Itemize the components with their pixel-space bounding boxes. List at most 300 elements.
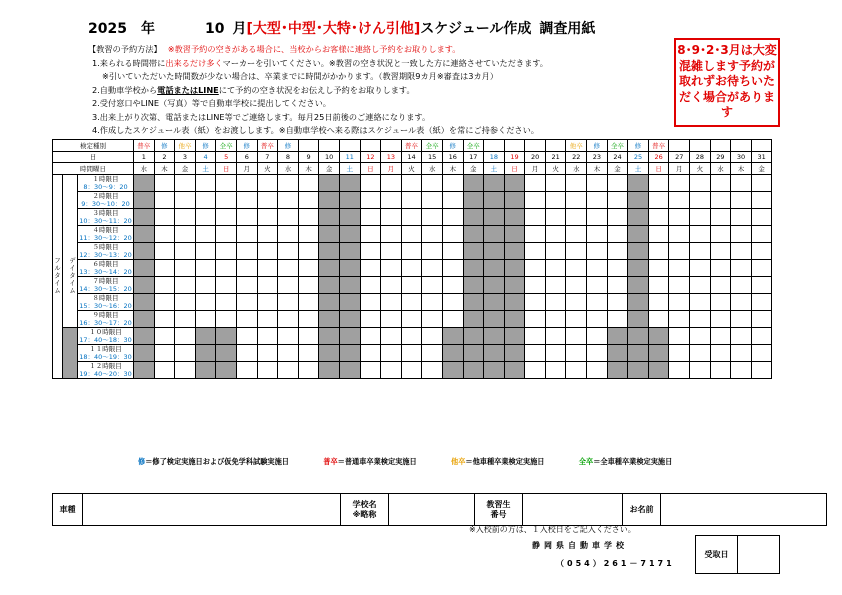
schedule-cell[interactable] [710, 242, 731, 259]
schedule-cell[interactable] [731, 361, 752, 378]
schedule-cell[interactable] [381, 361, 402, 378]
schedule-cell[interactable] [648, 259, 669, 276]
schedule-cell[interactable] [401, 242, 422, 259]
schedule-cell[interactable] [731, 259, 752, 276]
schedule-cell[interactable] [278, 361, 299, 378]
schedule-cell[interactable] [751, 242, 772, 259]
schedule-cell[interactable] [154, 225, 175, 242]
schedule-cell [607, 327, 628, 344]
schedule-cell[interactable] [690, 344, 711, 361]
schedule-cell[interactable] [154, 293, 175, 310]
schedule-cell[interactable] [525, 293, 546, 310]
schedule-cell[interactable] [195, 293, 216, 310]
schedule-cell[interactable] [690, 191, 711, 208]
schedule-cell[interactable] [751, 259, 772, 276]
schedule-cell[interactable] [360, 259, 381, 276]
schedule-cell[interactable] [607, 225, 628, 242]
schedule-cell[interactable] [545, 191, 566, 208]
schedule-cell[interactable] [690, 174, 711, 191]
schedule-cell[interactable] [710, 361, 731, 378]
schedule-cell[interactable] [566, 276, 587, 293]
schedule-cell [319, 191, 340, 208]
schedule-cell[interactable] [751, 310, 772, 327]
schedule-cell[interactable] [216, 310, 237, 327]
schedule-cell[interactable] [669, 191, 690, 208]
schedule-cell[interactable] [731, 174, 752, 191]
schedule-cell[interactable] [175, 361, 196, 378]
schedule-cell[interactable] [401, 327, 422, 344]
schedule-cell[interactable] [257, 310, 278, 327]
schedule-cell[interactable] [278, 174, 299, 191]
schedule-cell[interactable] [381, 208, 402, 225]
schedule-cell[interactable] [690, 293, 711, 310]
schedule-cell [504, 225, 525, 242]
student-number-field[interactable] [523, 494, 623, 526]
schedule-cell[interactable] [442, 293, 463, 310]
schedule-cell[interactable] [587, 344, 608, 361]
schedule-cell[interactable] [690, 310, 711, 327]
schedule-cell[interactable] [525, 208, 546, 225]
schedule-cell[interactable] [422, 174, 443, 191]
schedule-cell[interactable] [751, 276, 772, 293]
schedule-cell[interactable] [545, 208, 566, 225]
schedule-cell[interactable] [154, 310, 175, 327]
schedule-cell[interactable] [298, 174, 319, 191]
schedule-cell[interactable] [195, 242, 216, 259]
schedule-cell[interactable] [154, 344, 175, 361]
schedule-cell[interactable] [216, 293, 237, 310]
schedule-cell[interactable] [422, 310, 443, 327]
schedule-cell[interactable] [278, 191, 299, 208]
schedule-cell[interactable] [566, 293, 587, 310]
schedule-cell[interactable] [587, 310, 608, 327]
schedule-cell[interactable] [690, 225, 711, 242]
schedule-cell[interactable] [257, 276, 278, 293]
schedule-cell[interactable] [236, 344, 257, 361]
schedule-cell [628, 310, 649, 327]
schedule-cell[interactable] [607, 293, 628, 310]
schedule-cell[interactable] [154, 208, 175, 225]
schedule-cell [463, 276, 484, 293]
schedule-cell[interactable] [525, 344, 546, 361]
schedule-cell[interactable] [175, 174, 196, 191]
schedule-cell[interactable] [236, 242, 257, 259]
schedule-cell[interactable] [257, 191, 278, 208]
schedule-cell[interactable] [587, 276, 608, 293]
name-field[interactable] [661, 494, 827, 526]
schedule-cell[interactable] [566, 242, 587, 259]
school-field[interactable] [389, 494, 475, 526]
schedule-cell[interactable] [525, 276, 546, 293]
schedule-cell[interactable] [381, 225, 402, 242]
schedule-cell[interactable] [545, 276, 566, 293]
schedule-cell[interactable] [545, 310, 566, 327]
schedule-cell[interactable] [154, 242, 175, 259]
schedule-cell[interactable] [751, 208, 772, 225]
received-date-field[interactable] [738, 536, 780, 574]
schedule-cell[interactable] [236, 310, 257, 327]
schedule-cell[interactable] [648, 208, 669, 225]
schedule-cell[interactable] [607, 259, 628, 276]
schedule-cell[interactable] [278, 208, 299, 225]
schedule-cell[interactable] [381, 344, 402, 361]
schedule-cell[interactable] [236, 293, 257, 310]
schedule-cell[interactable] [278, 310, 299, 327]
schedule-cell[interactable] [195, 225, 216, 242]
schedule-cell [195, 327, 216, 344]
schedule-cell[interactable] [195, 276, 216, 293]
schedule-cell[interactable] [545, 293, 566, 310]
schedule-cell[interactable] [587, 225, 608, 242]
schedule-cell[interactable] [216, 225, 237, 242]
schedule-cell[interactable] [154, 276, 175, 293]
schedule-cell[interactable] [751, 225, 772, 242]
schedule-cell[interactable] [360, 225, 381, 242]
schedule-cell[interactable] [257, 327, 278, 344]
schedule-cell[interactable] [175, 242, 196, 259]
student-number-label: 教習生 番号 [475, 494, 523, 526]
schedule-cell[interactable] [566, 208, 587, 225]
schedule-cell[interactable] [360, 174, 381, 191]
schedule-cell[interactable] [710, 276, 731, 293]
schedule-cell[interactable] [278, 225, 299, 242]
schedule-cell[interactable] [731, 344, 752, 361]
schedule-cell[interactable] [442, 174, 463, 191]
schedule-cell[interactable] [401, 276, 422, 293]
schedule-cell[interactable] [401, 344, 422, 361]
schedule-cell[interactable] [731, 191, 752, 208]
schedule-cell[interactable] [381, 174, 402, 191]
schedule-cell[interactable] [154, 327, 175, 344]
schedule-cell[interactable] [216, 259, 237, 276]
schedule-cell[interactable] [710, 225, 731, 242]
exam-type-cell: 普卒 [134, 140, 155, 152]
schedule-cell[interactable] [669, 327, 690, 344]
schedule-cell[interactable] [360, 327, 381, 344]
schedule-cell[interactable] [360, 242, 381, 259]
schedule-cell[interactable] [731, 225, 752, 242]
schedule-cell[interactable] [381, 191, 402, 208]
schedule-cell[interactable] [278, 327, 299, 344]
schedule-cell[interactable] [175, 276, 196, 293]
schedule-cell[interactable] [710, 191, 731, 208]
period-label: ７時限目 14：30～15：20 [79, 276, 132, 293]
schedule-cell[interactable] [669, 310, 690, 327]
schedule-cell[interactable] [360, 293, 381, 310]
schedule-cell[interactable] [587, 259, 608, 276]
schedule-cell[interactable] [525, 191, 546, 208]
schedule-cell[interactable] [236, 208, 257, 225]
schedule-cell[interactable] [422, 344, 443, 361]
schedule-cell[interactable] [195, 208, 216, 225]
schedule-cell[interactable] [236, 174, 257, 191]
schedule-cell[interactable] [545, 174, 566, 191]
schedule-cell[interactable] [648, 276, 669, 293]
schedule-cell[interactable] [216, 191, 237, 208]
schedule-cell[interactable] [422, 191, 443, 208]
schedule-cell[interactable] [648, 225, 669, 242]
schedule-cell[interactable] [669, 344, 690, 361]
schedule-cell[interactable] [422, 327, 443, 344]
schedule-cell[interactable] [566, 361, 587, 378]
schedule-cell[interactable] [298, 344, 319, 361]
schedule-cell[interactable] [710, 310, 731, 327]
schedule-cell[interactable] [566, 344, 587, 361]
schedule-cell[interactable] [278, 259, 299, 276]
schedule-cell[interactable] [566, 327, 587, 344]
schedule-cell[interactable] [298, 327, 319, 344]
schedule-cell[interactable] [690, 361, 711, 378]
schedule-cell[interactable] [525, 225, 546, 242]
schedule-cell[interactable] [566, 259, 587, 276]
schedule-cell[interactable] [298, 361, 319, 378]
schedule-cell[interactable] [236, 276, 257, 293]
schedule-cell[interactable] [751, 174, 772, 191]
schedule-cell[interactable] [648, 293, 669, 310]
schedule-cell[interactable] [422, 208, 443, 225]
schedule-cell[interactable] [236, 327, 257, 344]
schedule-cell[interactable] [175, 310, 196, 327]
schedule-cell[interactable] [401, 259, 422, 276]
schedule-cell[interactable] [236, 225, 257, 242]
schedule-cell[interactable] [401, 361, 422, 378]
schedule-cell[interactable] [298, 225, 319, 242]
schedule-cell[interactable] [154, 361, 175, 378]
schedule-cell[interactable] [298, 208, 319, 225]
schedule-cell[interactable] [175, 191, 196, 208]
schedule-cell[interactable] [175, 344, 196, 361]
schedule-cell[interactable] [175, 208, 196, 225]
schedule-cell[interactable] [360, 310, 381, 327]
schedule-cell[interactable] [731, 208, 752, 225]
schedule-cell[interactable] [401, 174, 422, 191]
schedule-cell[interactable] [587, 242, 608, 259]
schedule-cell[interactable] [298, 276, 319, 293]
schedule-cell[interactable] [422, 242, 443, 259]
schedule-cell[interactable] [442, 259, 463, 276]
schedule-cell[interactable] [154, 259, 175, 276]
schedule-cell[interactable] [587, 361, 608, 378]
schedule-cell[interactable] [587, 191, 608, 208]
schedule-cell[interactable] [669, 361, 690, 378]
schedule-cell[interactable] [360, 276, 381, 293]
schedule-cell[interactable] [607, 276, 628, 293]
schedule-cell[interactable] [669, 174, 690, 191]
schedule-cell [216, 327, 237, 344]
schedule-cell[interactable] [525, 327, 546, 344]
schedule-cell[interactable] [154, 174, 175, 191]
schedule-cell[interactable] [257, 259, 278, 276]
schedule-cell[interactable] [257, 225, 278, 242]
received-date-box [695, 535, 780, 574]
schedule-cell[interactable] [381, 259, 402, 276]
schedule-cell[interactable] [731, 310, 752, 327]
schedule-cell[interactable] [525, 242, 546, 259]
schedule-cell[interactable] [257, 344, 278, 361]
schedule-cell[interactable] [195, 310, 216, 327]
schedule-cell[interactable] [278, 293, 299, 310]
schedule-cell[interactable] [257, 208, 278, 225]
schedule-cell [216, 361, 237, 378]
schedule-cell[interactable] [566, 191, 587, 208]
schedule-cell[interactable] [216, 174, 237, 191]
schedule-cell[interactable] [607, 191, 628, 208]
schedule-cell[interactable] [710, 174, 731, 191]
schedule-cell[interactable] [422, 259, 443, 276]
schedule-cell[interactable] [669, 208, 690, 225]
schedule-cell[interactable] [525, 361, 546, 378]
schedule-cell[interactable] [751, 344, 772, 361]
schedule-cell[interactable] [360, 361, 381, 378]
schedule-cell[interactable] [545, 259, 566, 276]
schedule-cell[interactable] [566, 310, 587, 327]
schedule-cell[interactable] [751, 293, 772, 310]
schedule-cell [463, 344, 484, 361]
schedule-cell[interactable] [607, 208, 628, 225]
schedule-cell[interactable] [216, 242, 237, 259]
schedule-cell[interactable] [360, 344, 381, 361]
schedule-cell[interactable] [401, 293, 422, 310]
schedule-cell[interactable] [587, 174, 608, 191]
schedule-cell[interactable] [545, 225, 566, 242]
schedule-cell[interactable] [545, 344, 566, 361]
schedule-cell[interactable] [751, 191, 772, 208]
schedule-cell[interactable] [648, 242, 669, 259]
exam-type-cell [339, 140, 360, 152]
schedule-cell[interactable] [401, 208, 422, 225]
schedule-cell[interactable] [669, 259, 690, 276]
schedule-cell[interactable] [648, 310, 669, 327]
schedule-cell[interactable] [298, 259, 319, 276]
schedule-cell[interactable] [710, 208, 731, 225]
schedule-cell[interactable] [401, 191, 422, 208]
schedule-cell[interactable] [236, 259, 257, 276]
schedule-cell[interactable] [669, 293, 690, 310]
schedule-cell[interactable] [298, 293, 319, 310]
day-cell: 7 [257, 151, 278, 163]
schedule-cell[interactable] [669, 276, 690, 293]
schedule-cell[interactable] [442, 225, 463, 242]
schedule-cell[interactable] [607, 310, 628, 327]
schedule-cell[interactable] [566, 225, 587, 242]
schedule-cell[interactable] [731, 293, 752, 310]
schedule-cell[interactable] [731, 276, 752, 293]
schedule-cell[interactable] [545, 327, 566, 344]
schedule-cell[interactable] [175, 327, 196, 344]
schedule-cell[interactable] [607, 242, 628, 259]
weekday-cell: 火 [690, 163, 711, 175]
schedule-cell[interactable] [154, 191, 175, 208]
schedule-cell[interactable] [587, 327, 608, 344]
schedule-cell[interactable] [381, 276, 402, 293]
schedule-cell[interactable] [587, 208, 608, 225]
schedule-cell[interactable] [731, 242, 752, 259]
schedule-cell[interactable] [360, 208, 381, 225]
schedule-cell[interactable] [422, 276, 443, 293]
schedule-cell [607, 361, 628, 378]
schedule-cell[interactable] [257, 361, 278, 378]
schedule-cell[interactable] [216, 276, 237, 293]
schedule-cell [339, 310, 360, 327]
schedule-cell[interactable] [257, 293, 278, 310]
schedule-cell[interactable] [525, 174, 546, 191]
schedule-cell[interactable] [175, 225, 196, 242]
schedule-cell [339, 293, 360, 310]
schedule-cell[interactable] [278, 276, 299, 293]
schedule-cell[interactable] [648, 191, 669, 208]
reservation-instructions: 【教習の予約方法】 ※教習予約の空きがある場合に、当校からお客様に連絡し予約をお取りします。 1.来られる時間帯に出来るだけ多くマーカーを引いてください。※教習の空き状況と一致した方に連絡させていただきます。 ※引いていただいた時間数が少ない場合は、卒業までに時間がかかります。（教習期限9カ月※審査は3カ月） 2.自動車学校から電話またはLINEにて予約の空き状況をお伝えし予約をお取りします。 2.受付窓口やLINE（写真）等で自動車学校に提出してください。 3.出来上がり次第、電話またはLINE等でご連絡します。毎月25日前後のご連絡になります。 4.作成したスケジュール表（紙）をお渡しします。※自動車学校へ来る際はスケジュール表（紙）を常にご持参ください。 [88, 44, 548, 135]
schedule-cell[interactable] [236, 191, 257, 208]
schedule-cell[interactable] [175, 259, 196, 276]
schedule-cell[interactable] [607, 174, 628, 191]
schedule-cell[interactable] [525, 259, 546, 276]
schedule-cell[interactable] [545, 242, 566, 259]
schedule-cell[interactable] [587, 293, 608, 310]
schedule-cell[interactable] [401, 225, 422, 242]
schedule-cell[interactable] [381, 242, 402, 259]
vehicle-field[interactable] [83, 494, 341, 526]
schedule-cell[interactable] [690, 276, 711, 293]
schedule-cell[interactable] [442, 276, 463, 293]
schedule-cell[interactable] [195, 191, 216, 208]
schedule-cell[interactable] [257, 174, 278, 191]
schedule-cell[interactable] [566, 174, 587, 191]
schedule-cell[interactable] [690, 327, 711, 344]
schedule-cell[interactable] [381, 310, 402, 327]
schedule-cell[interactable] [175, 293, 196, 310]
schedule-cell[interactable] [278, 344, 299, 361]
schedule-cell[interactable] [710, 259, 731, 276]
schedule-cell[interactable] [442, 191, 463, 208]
schedule-cell[interactable] [195, 259, 216, 276]
schedule-cell[interactable] [442, 208, 463, 225]
schedule-cell[interactable] [236, 361, 257, 378]
schedule-cell[interactable] [257, 242, 278, 259]
schedule-cell[interactable] [751, 327, 772, 344]
schedule-cell[interactable] [545, 361, 566, 378]
schedule-cell[interactable] [422, 361, 443, 378]
schedule-cell[interactable] [710, 293, 731, 310]
schedule-cell[interactable] [422, 293, 443, 310]
schedule-cell[interactable] [381, 327, 402, 344]
schedule-cell[interactable] [298, 242, 319, 259]
schedule-cell[interactable] [401, 310, 422, 327]
schedule-cell[interactable] [669, 225, 690, 242]
schedule-cell[interactable] [298, 191, 319, 208]
weekday-cell: 金 [319, 163, 340, 175]
schedule-cell[interactable] [525, 310, 546, 327]
schedule-cell[interactable] [710, 344, 731, 361]
day-cell: 14 [401, 151, 422, 163]
schedule-cell[interactable] [442, 242, 463, 259]
schedule-cell[interactable] [648, 174, 669, 191]
schedule-cell[interactable] [690, 242, 711, 259]
schedule-cell[interactable] [731, 327, 752, 344]
schedule-cell[interactable] [381, 293, 402, 310]
schedule-cell[interactable] [422, 225, 443, 242]
schedule-cell[interactable] [690, 208, 711, 225]
schedule-cell[interactable] [710, 327, 731, 344]
schedule-cell[interactable] [195, 174, 216, 191]
schedule-cell[interactable] [751, 361, 772, 378]
schedule-cell[interactable] [216, 208, 237, 225]
schedule-cell[interactable] [669, 242, 690, 259]
schedule-cell[interactable] [298, 310, 319, 327]
schedule-cell[interactable] [690, 259, 711, 276]
schedule-cell[interactable] [278, 242, 299, 259]
schedule-cell[interactable] [360, 191, 381, 208]
schedule-cell[interactable] [442, 310, 463, 327]
